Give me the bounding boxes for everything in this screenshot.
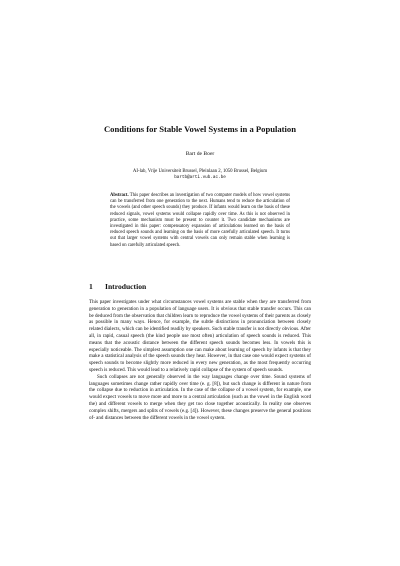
paper-title: Conditions for Stable Vowel Systems in a Population [103,124,297,134]
abstract-text: This paper describes an investigation of two computer models of how vowel systems can be transferred from one generation to the next. Humans tend to reduce the articulation of the vowels (and other speech sounds) they produce. If infants would learn on the basis of these reduced signals, vowel systems would collapse rapidly over time. As this is not observed in practice, some mechanism must be present to counter it. Two candidate mechanisms are investigated in this paper: compensatory expansion of articulations learned on the basis of reduced speech sounds and learning on the basis of more carefully articulated speech. It turns out that larger vowel systems with central vowels can only remain stable when learning is based on carefully articulated speech. [110,193,291,248]
introduction-body [89,299,311,421]
paragraph: Such collapses are not generally observed in the way languages change over time. Sound systems of languages sometimes change rather rapidly over time (e. g. [8]), but such change is different in nature from the collapse due to reduction in articulation. In the case of the collapse of a vowel system, for example, one would expect vowels to move more and more to a central articulation (such as the vowel in the English word the) and different vowels to merge when they get too close together acoustically. In reality one observes complex shifts, mergers and splits of vowels (e.g. [4]). However, these changes preserve the general positions of- and distances between the different vowels in the vowel system. [89,373,311,421]
section-heading [89,282,146,291]
abstract [110,193,290,249]
author-email: bartb@arti.vub.ac.be [174,175,226,180]
author-affiliation-block [0,169,400,181]
section-title: Introduction [105,282,147,291]
section-number: 1 [89,282,93,291]
abstract-label: Abstract. [110,193,129,198]
affiliation: AI-lab, Vrije Universiteit Brussel, Pleinlaan 2, 1050 Brussel, Belgium [132,169,268,174]
paragraph: This paper investigates under what circumstances vowel systems are stable when they are transferred from generation to generation in a population of language users. It is obvious that stable transfer occurs. This can be deduced from the observation that children learn to reproduce the vowel systems of their parents as closely as possible in many ways. Hence, for example, the subtle distinctions in pronunciation between closely related dialects, which can be identified readily by speakers. Such stable transfer is not directly obvious. After all, in rapid, casual speech (the kind people use most often) articulation of speech sounds is reduced. This means that the acoustic distance between the different speech sounds becomes less. In vowels this is especially noticeable. The simplest assumption one can make about learning of speech by infants is that they make a statistical analysis of the speech sounds they hear. However, in that case one would expect systems of speech sounds to become slightly more reduced in every new generation, as the most frequently occurring speech is reduced. This would lead to a relatively rapid collapse of the system of speech sounds. [89,299,311,373]
author-name: Bart de Boer [185,151,215,157]
